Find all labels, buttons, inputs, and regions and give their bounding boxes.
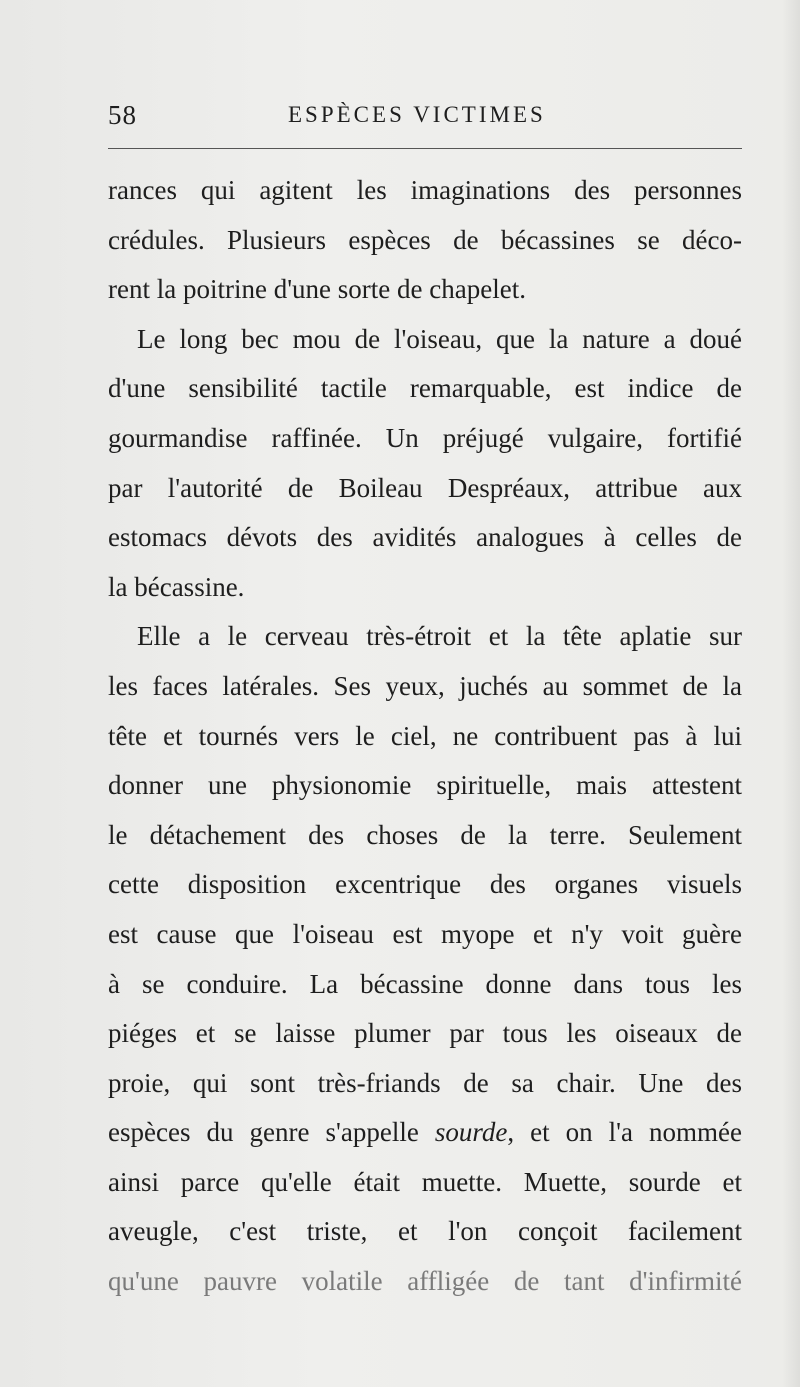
text-line: à se conduire. La bécassine donne dans tous les [108, 968, 742, 999]
text-fragment: espèces du genre s'appelle [108, 1117, 435, 1148]
text-line: aveugle, c'est triste, et l'on conçoit facilement [108, 1216, 742, 1247]
text-line: ainsi parce qu'elle était muette. Muette, sourde et [108, 1166, 742, 1197]
text-line: proie, qui sont très-friands de sa chair. Une des [108, 1067, 742, 1098]
running-title: ESPÈCES VICTIMES [288, 102, 546, 127]
text-line: d'une sensibilité tactile remarquable, est indice de [108, 373, 742, 404]
page-number: 58 [108, 100, 137, 130]
text-line: les faces latérales. Ses yeux, juchés au sommet de la [108, 670, 742, 701]
text-line: Le long bec mou de l'oiseau, que la nature a doué [137, 323, 742, 354]
text-line: rances qui agitent les imaginations des personnes [108, 175, 742, 205]
text-line: cette disposition excentrique des organes visuels [108, 869, 742, 900]
italic-term: sourde [434, 1117, 508, 1148]
page-header [108, 100, 743, 140]
text-fragment: , et on l'a nommée [507, 1117, 742, 1148]
text-line: Elle a le cerveau très-étroit et la tête aplatie sur [137, 621, 742, 652]
text-line: par l'autorité de Boileau Despréaux, attribue aux [108, 472, 742, 503]
text-line: est cause que l'oiseau est myope et n'y voit guère [108, 918, 742, 949]
text-line: le détachement des choses de la terre. Seulement [108, 819, 742, 850]
text-line: rent la poitrine d'une sorte de chapelet. [108, 274, 526, 305]
header-rule [108, 148, 742, 149]
text-line: la bécassine. [108, 571, 245, 602]
text-line: tête et tournés vers le ciel, ne contribuent pas à lui [108, 720, 742, 751]
text-line: donner une physionomie spirituelle, mais attestent [108, 770, 742, 801]
text-line: piéges et se laisse plumer par tous les oiseaux de [108, 1018, 742, 1049]
text-line: qu'une pauvre volatile affligée de tant d'infirmité [108, 1266, 742, 1297]
text-line: gourmandise raffinée. Un préjugé vulgaire, fortifié [108, 422, 742, 453]
text-line-with-italic [108, 1108, 742, 1158]
text-line: crédules. Plusieurs espèces de bécassines se déco- [108, 224, 742, 255]
body-text [108, 166, 742, 1307]
text-line: estomacs dévots des avidités analogues à celles de [108, 522, 742, 553]
page-edge-shadow [782, 0, 800, 1387]
